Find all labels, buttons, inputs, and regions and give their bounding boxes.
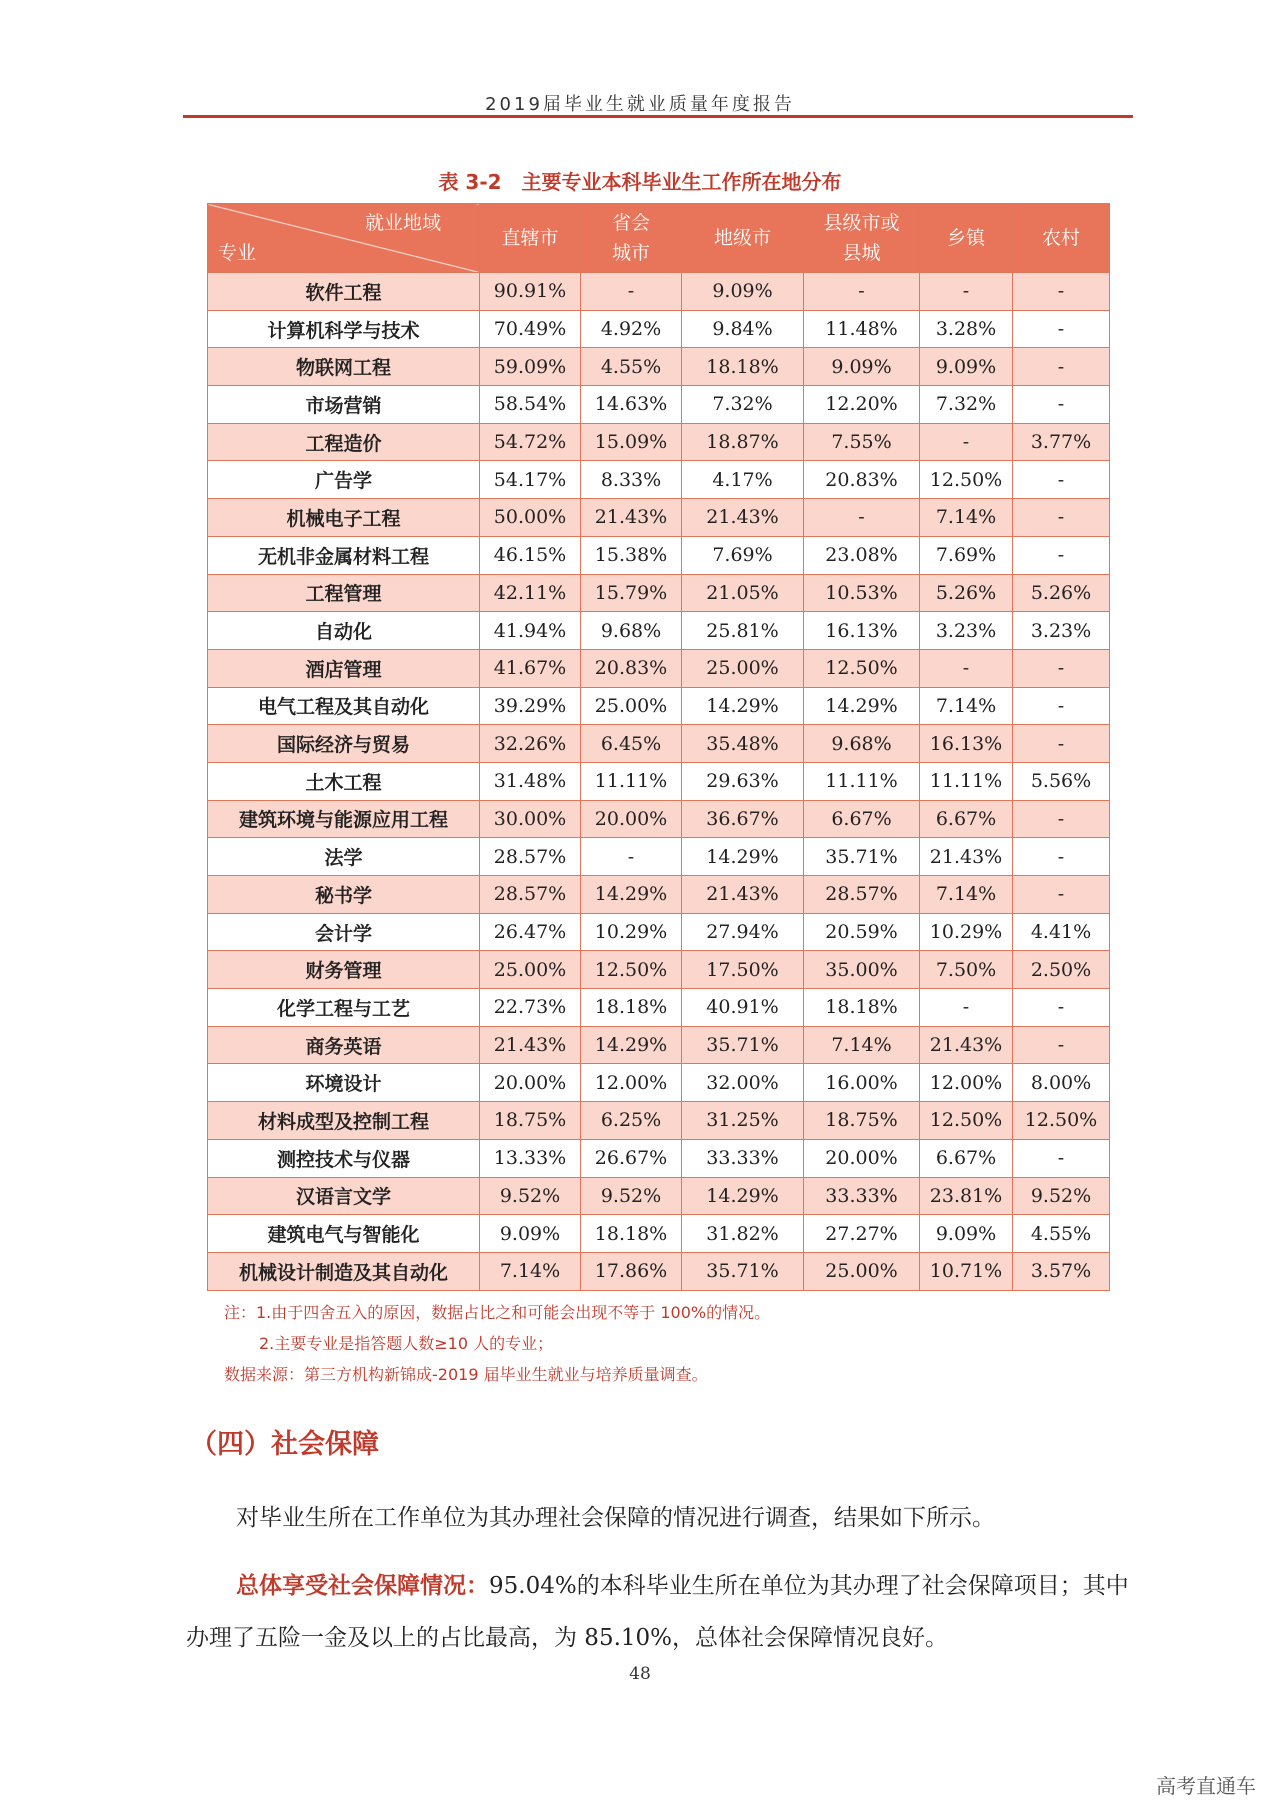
value-cell: 18.18% — [804, 989, 920, 1027]
value-cell: 6.45% — [581, 725, 682, 763]
value-cell: 39.29% — [480, 687, 581, 725]
value-cell: 23.81% — [920, 1177, 1013, 1215]
value-cell: 12.50% — [581, 951, 682, 989]
column-header: 直辖市 — [480, 204, 581, 273]
value-cell: 20.00% — [480, 1064, 581, 1102]
major-name-cell: 软件工程 — [208, 273, 480, 311]
body-paragraph: 对毕业生所在工作单位为其办理社会保障的情况进行调查，结果如下所示。 — [236, 1505, 995, 1531]
table-row — [208, 725, 1110, 763]
value-cell: 10.29% — [581, 913, 682, 951]
table-row — [208, 499, 1110, 537]
value-cell: - — [920, 989, 1013, 1027]
value-cell: 9.52% — [1013, 1177, 1110, 1215]
value-cell: 17.86% — [581, 1252, 682, 1290]
table-row — [208, 876, 1110, 914]
value-cell: - — [804, 499, 920, 537]
value-cell: - — [1013, 838, 1110, 876]
value-cell: 10.71% — [920, 1252, 1013, 1290]
value-cell: 15.38% — [581, 536, 682, 574]
value-cell: 18.75% — [804, 1102, 920, 1140]
value-cell: - — [1013, 310, 1110, 348]
major-name-cell: 建筑环境与能源应用工程 — [208, 800, 480, 838]
page-number: 48 — [629, 1664, 651, 1684]
value-cell: 8.00% — [1013, 1064, 1110, 1102]
value-cell: 54.17% — [480, 461, 581, 499]
value-cell: 26.47% — [480, 913, 581, 951]
column-header: 省会 城市 — [581, 204, 682, 273]
value-cell: 4.41% — [1013, 913, 1110, 951]
value-cell: 54.72% — [480, 423, 581, 461]
table-row — [208, 461, 1110, 499]
summary-text: 95.04%的本科毕业生所在单位为其办理了社会保障项目；其中办理了五险一金及以上的占比最高，为 85.10%，总体社会保障情况良好。 — [186, 1573, 1129, 1651]
value-cell: 29.63% — [682, 762, 804, 800]
value-cell: 18.18% — [581, 1215, 682, 1253]
value-cell: 20.00% — [804, 1139, 920, 1177]
table-row — [208, 838, 1110, 876]
major-name-cell: 化学工程与工艺 — [208, 989, 480, 1027]
value-cell: 21.43% — [920, 1026, 1013, 1064]
value-cell: 41.94% — [480, 612, 581, 650]
value-cell: 7.50% — [920, 951, 1013, 989]
value-cell: 12.50% — [920, 461, 1013, 499]
major-name-cell: 市场营销 — [208, 386, 480, 424]
value-cell: 27.27% — [804, 1215, 920, 1253]
value-cell: 18.87% — [682, 423, 804, 461]
table-row — [208, 574, 1110, 612]
table-row — [208, 1064, 1110, 1102]
value-cell: 12.00% — [920, 1064, 1013, 1102]
value-cell: 9.52% — [581, 1177, 682, 1215]
table-row — [208, 273, 1110, 311]
table-row — [208, 687, 1110, 725]
value-cell: 9.68% — [581, 612, 682, 650]
employment-location-table — [207, 203, 1110, 1291]
table-row — [208, 1177, 1110, 1215]
value-cell: 9.09% — [682, 273, 804, 311]
value-cell: 7.32% — [920, 386, 1013, 424]
value-cell: 9.09% — [920, 1215, 1013, 1253]
major-name-cell: 自动化 — [208, 612, 480, 650]
table-row — [208, 1252, 1110, 1290]
value-cell: - — [1013, 687, 1110, 725]
value-cell: 27.94% — [682, 913, 804, 951]
value-cell: 14.29% — [682, 838, 804, 876]
value-cell: 9.52% — [480, 1177, 581, 1215]
value-cell: 90.91% — [480, 273, 581, 311]
value-cell: - — [1013, 461, 1110, 499]
value-cell: 28.57% — [804, 876, 920, 914]
corner-label-major: 专业 — [218, 242, 257, 264]
table-row — [208, 800, 1110, 838]
major-name-cell: 环境设计 — [208, 1064, 480, 1102]
value-cell: 9.68% — [804, 725, 920, 763]
value-cell: 5.56% — [1013, 762, 1110, 800]
value-cell: 35.71% — [682, 1252, 804, 1290]
value-cell: - — [1013, 386, 1110, 424]
value-cell: 25.00% — [581, 687, 682, 725]
major-name-cell: 广告学 — [208, 461, 480, 499]
value-cell: 21.43% — [920, 838, 1013, 876]
value-cell: 15.79% — [581, 574, 682, 612]
table-row — [208, 762, 1110, 800]
value-cell: 13.33% — [480, 1139, 581, 1177]
value-cell: 9.09% — [920, 348, 1013, 386]
value-cell: - — [1013, 273, 1110, 311]
value-cell: 5.26% — [1013, 574, 1110, 612]
value-cell: 7.69% — [920, 536, 1013, 574]
table-row — [208, 536, 1110, 574]
value-cell: - — [804, 273, 920, 311]
value-cell: 40.91% — [682, 989, 804, 1027]
report-header-title: 2019届毕业生就业质量年度报告 — [485, 94, 795, 115]
value-cell: - — [1013, 649, 1110, 687]
value-cell: 12.50% — [920, 1102, 1013, 1140]
value-cell: 12.50% — [1013, 1102, 1110, 1140]
value-cell: 16.13% — [804, 612, 920, 650]
table-row — [208, 649, 1110, 687]
value-cell: 10.53% — [804, 574, 920, 612]
value-cell: 26.67% — [581, 1139, 682, 1177]
table-row — [208, 423, 1110, 461]
value-cell: 3.57% — [1013, 1252, 1110, 1290]
value-cell: 21.43% — [581, 499, 682, 537]
value-cell: 6.67% — [804, 800, 920, 838]
watermark-text: 高考直通车 — [1156, 1774, 1256, 1798]
value-cell: 20.59% — [804, 913, 920, 951]
value-cell: 20.83% — [581, 649, 682, 687]
value-cell: 21.43% — [682, 876, 804, 914]
value-cell: 7.14% — [480, 1252, 581, 1290]
table-row — [208, 348, 1110, 386]
value-cell: 21.05% — [682, 574, 804, 612]
value-cell: 14.29% — [682, 1177, 804, 1215]
value-cell: 4.92% — [581, 310, 682, 348]
table-header-row — [208, 204, 1110, 273]
value-cell: 4.17% — [682, 461, 804, 499]
value-cell: 25.00% — [804, 1252, 920, 1290]
value-cell: 32.00% — [682, 1064, 804, 1102]
value-cell: 9.09% — [480, 1215, 581, 1253]
major-name-cell: 汉语言文学 — [208, 1177, 480, 1215]
value-cell: 70.49% — [480, 310, 581, 348]
value-cell: 11.48% — [804, 310, 920, 348]
value-cell: 11.11% — [581, 762, 682, 800]
major-name-cell: 建筑电气与智能化 — [208, 1215, 480, 1253]
value-cell: 3.23% — [920, 612, 1013, 650]
value-cell: 35.71% — [682, 1026, 804, 1064]
table-row — [208, 1102, 1110, 1140]
major-name-cell: 商务英语 — [208, 1026, 480, 1064]
value-cell: - — [920, 273, 1013, 311]
major-name-cell: 计算机科学与技术 — [208, 310, 480, 348]
value-cell: 21.43% — [480, 1026, 581, 1064]
value-cell: - — [1013, 725, 1110, 763]
major-name-cell: 会计学 — [208, 913, 480, 951]
value-cell: - — [1013, 800, 1110, 838]
value-cell: 25.00% — [682, 649, 804, 687]
table-row — [208, 310, 1110, 348]
table-row — [208, 951, 1110, 989]
value-cell: 17.50% — [682, 951, 804, 989]
value-cell: 30.00% — [480, 800, 581, 838]
value-cell: 58.54% — [480, 386, 581, 424]
value-cell: 21.43% — [682, 499, 804, 537]
table-row — [208, 1026, 1110, 1064]
value-cell: 12.00% — [581, 1064, 682, 1102]
value-cell: 35.00% — [804, 951, 920, 989]
value-cell: 3.28% — [920, 310, 1013, 348]
major-name-cell: 电气工程及其自动化 — [208, 687, 480, 725]
column-header: 乡镇 — [920, 204, 1013, 273]
value-cell: 42.11% — [480, 574, 581, 612]
value-cell: 11.11% — [804, 762, 920, 800]
table-body — [208, 273, 1110, 1291]
table-row — [208, 386, 1110, 424]
value-cell: 59.09% — [480, 348, 581, 386]
note-line: 2.主要专业是指答题人数≥10 人的专业； — [259, 1334, 554, 1353]
major-name-cell: 国际经济与贸易 — [208, 725, 480, 763]
value-cell: 11.11% — [920, 762, 1013, 800]
value-cell: 12.20% — [804, 386, 920, 424]
note-line: 注：1.由于四舍五入的原因，数据占比之和可能会出现不等于 100%的情况。 — [224, 1303, 771, 1322]
value-cell: - — [1013, 348, 1110, 386]
major-name-cell: 工程造价 — [208, 423, 480, 461]
value-cell: 31.25% — [682, 1102, 804, 1140]
value-cell: 6.67% — [920, 800, 1013, 838]
value-cell: 8.33% — [581, 461, 682, 499]
value-cell: 6.25% — [581, 1102, 682, 1140]
value-cell: 2.50% — [1013, 951, 1110, 989]
value-cell: 14.29% — [581, 876, 682, 914]
value-cell: 22.73% — [480, 989, 581, 1027]
value-cell: 7.14% — [920, 687, 1013, 725]
corner-label-region: 就业地域 — [364, 212, 441, 234]
value-cell: 14.29% — [581, 1026, 682, 1064]
value-cell: 12.50% — [804, 649, 920, 687]
value-cell: 7.32% — [682, 386, 804, 424]
value-cell: 9.09% — [804, 348, 920, 386]
table-row — [208, 913, 1110, 951]
value-cell: 16.00% — [804, 1064, 920, 1102]
value-cell: 41.67% — [480, 649, 581, 687]
column-header: 农村 — [1013, 204, 1110, 273]
value-cell: 7.69% — [682, 536, 804, 574]
table-row — [208, 1215, 1110, 1253]
column-header: 地级市 — [682, 204, 804, 273]
value-cell: - — [1013, 989, 1110, 1027]
value-cell: 28.57% — [480, 876, 581, 914]
major-name-cell: 秘书学 — [208, 876, 480, 914]
major-name-cell: 酒店管理 — [208, 649, 480, 687]
value-cell: 36.67% — [682, 800, 804, 838]
value-cell: 25.00% — [480, 951, 581, 989]
table-caption: 表 3-2 主要专业本科毕业生工作所在地分布 — [438, 170, 842, 194]
body-paragraph-summary — [186, 1560, 1132, 1664]
value-cell: - — [1013, 876, 1110, 914]
value-cell: 18.18% — [682, 348, 804, 386]
value-cell: 35.48% — [682, 725, 804, 763]
value-cell: 6.67% — [920, 1139, 1013, 1177]
value-cell: 18.18% — [581, 989, 682, 1027]
table-row — [208, 989, 1110, 1027]
value-cell: 20.83% — [804, 461, 920, 499]
value-cell: 15.09% — [581, 423, 682, 461]
table-row — [208, 1139, 1110, 1177]
value-cell: 31.82% — [682, 1215, 804, 1253]
value-cell: 16.13% — [920, 725, 1013, 763]
value-cell: 7.14% — [920, 876, 1013, 914]
value-cell: 10.29% — [920, 913, 1013, 951]
major-name-cell: 测控技术与仪器 — [208, 1139, 480, 1177]
major-name-cell: 物联网工程 — [208, 348, 480, 386]
value-cell: - — [581, 273, 682, 311]
header-divider — [183, 115, 1133, 118]
value-cell: 7.55% — [804, 423, 920, 461]
major-name-cell: 法学 — [208, 838, 480, 876]
value-cell: 33.33% — [682, 1139, 804, 1177]
value-cell: 14.29% — [682, 687, 804, 725]
value-cell: - — [1013, 536, 1110, 574]
column-header: 县级市或 县城 — [804, 204, 920, 273]
data-source-note: 数据来源：第三方机构新锦成-2019 届毕业生就业与培养质量调查。 — [224, 1365, 708, 1384]
table-row — [208, 612, 1110, 650]
value-cell: 50.00% — [480, 499, 581, 537]
value-cell: 32.26% — [480, 725, 581, 763]
value-cell: 20.00% — [581, 800, 682, 838]
value-cell: 23.08% — [804, 536, 920, 574]
major-name-cell: 机械设计制造及其自动化 — [208, 1252, 480, 1290]
major-name-cell: 材料成型及控制工程 — [208, 1102, 480, 1140]
value-cell: 14.29% — [804, 687, 920, 725]
value-cell: 35.71% — [804, 838, 920, 876]
value-cell: - — [920, 423, 1013, 461]
value-cell: 3.77% — [1013, 423, 1110, 461]
value-cell: 7.14% — [804, 1026, 920, 1064]
section-heading: （四）社会保障 — [190, 1429, 379, 1460]
value-cell: - — [1013, 1139, 1110, 1177]
major-name-cell: 财务管理 — [208, 951, 480, 989]
value-cell: 4.55% — [1013, 1215, 1110, 1253]
value-cell: - — [1013, 1026, 1110, 1064]
major-name-cell: 工程管理 — [208, 574, 480, 612]
value-cell: 46.15% — [480, 536, 581, 574]
value-cell: 5.26% — [920, 574, 1013, 612]
value-cell: 9.84% — [682, 310, 804, 348]
major-name-cell: 机械电子工程 — [208, 499, 480, 537]
value-cell: 28.57% — [480, 838, 581, 876]
value-cell: 4.55% — [581, 348, 682, 386]
highlight-label: 总体享受社会保障情况： — [236, 1573, 489, 1599]
value-cell: - — [920, 649, 1013, 687]
value-cell: 3.23% — [1013, 612, 1110, 650]
value-cell: 18.75% — [480, 1102, 581, 1140]
value-cell: 33.33% — [804, 1177, 920, 1215]
major-name-cell: 无机非金属材料工程 — [208, 536, 480, 574]
value-cell: - — [581, 838, 682, 876]
value-cell: 14.63% — [581, 386, 682, 424]
value-cell: 31.48% — [480, 762, 581, 800]
table-notes — [224, 1297, 1124, 1390]
value-cell: - — [1013, 499, 1110, 537]
major-name-cell: 土木工程 — [208, 762, 480, 800]
table-corner-header — [208, 204, 480, 273]
value-cell: 25.81% — [682, 612, 804, 650]
value-cell: 7.14% — [920, 499, 1013, 537]
